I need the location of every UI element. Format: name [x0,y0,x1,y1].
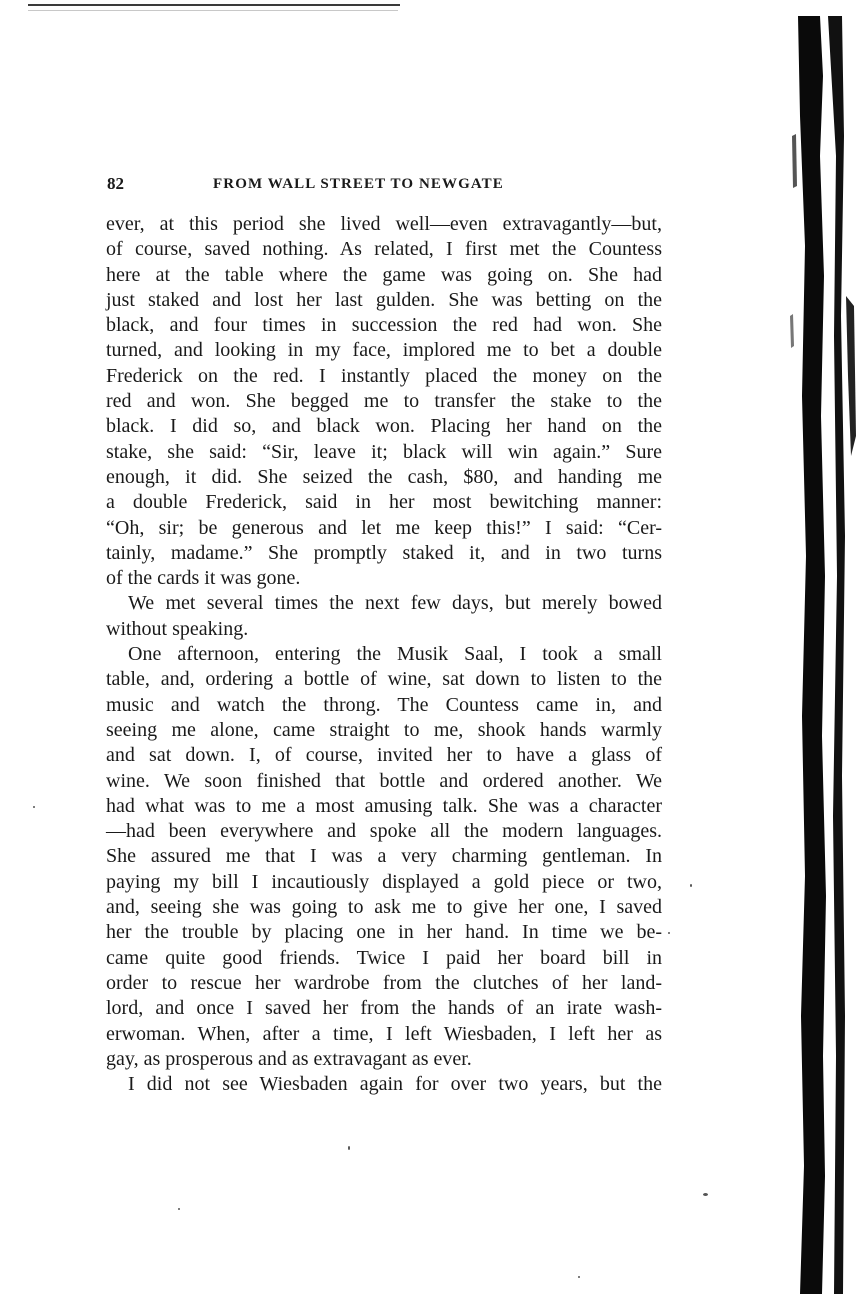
text-line: —had been everywhere and spoke all the modern languages. [106,820,662,843]
text-line: “Oh, sir; be generous and let me keep this!” I said: “Cer- [106,516,662,539]
text-line: and, seeing she was going to ask me to give her one, I saved [106,896,662,919]
text-line: paying my bill I incautiously displayed a gold piece or two, [106,870,662,893]
text-line: enough, it did. She seized the cash, $80, and handing me [106,465,662,488]
text-line: wine. We soon finished that bottle and ordered another. We [106,769,662,792]
text-line: red and won. She begged me to transfer the stake to the [106,390,662,413]
text-line: came quite good friends. Twice I paid her board bill in [106,946,662,969]
body-text [106,212,662,1097]
text-line: without speaking. [106,617,249,640]
text-line: table, and, ordering a bottle of wine, sat down to listen to the [106,668,662,691]
text-line: order to rescue her wardrobe from the clutches of her land- [106,971,662,994]
running-title: FROM WALL STREET TO NEWGATE [213,175,504,192]
paragraph-start-line: I did not see Wiesbaden again for over two years, but the [128,1073,662,1096]
page-number: 82 [107,174,124,193]
text-line: seeing me alone, came straight to me, shook hands warmly [106,718,662,741]
text-line: Frederick on the red. I instantly placed the money on the [106,364,662,387]
text-line: had what was to me a most amusing talk. She was a character [106,794,662,817]
text-line: of course, saved nothing. As related, I first met the Countess [106,238,662,261]
text-line: stake, she said: “Sir, leave it; black will win again.” Sure [106,440,662,463]
text-line: black. I did so, and black won. Placing her hand on the [106,415,662,438]
book-binding-shadow [790,16,860,1294]
text-line: and sat down. I, of course, invited her to have a glass of [106,744,662,767]
text-line: just staked and lost her last gulden. She was betting on the [106,288,662,311]
running-head [107,172,663,196]
text-line: lord, and once I saved her from the hands of an irate wash- [106,997,662,1020]
text-line: She assured me that I was a very charming gentleman. In [106,845,662,868]
text-line: a double Frederick, said in her most bewitching manner: [106,491,662,514]
text-line: gay, as prosperous and as extravagant as ever. [106,1047,472,1070]
text-line: black, and four times in succession the red had won. She [106,314,662,337]
paragraph-start-line: We met several times the next few days, but merely bowed [128,592,662,615]
text-line: music and watch the throng. The Countess came in, and [106,693,662,716]
text-line: her the trouble by placing one in her hand. In time we be- [106,921,662,944]
paragraph-start-line: One afternoon, entering the Musik Saal, I took a small [128,643,662,666]
text-line: of the cards it was gone. [106,567,301,590]
text-line: tainly, madame.” She promptly staked it, and in two turns [106,541,662,564]
text-line: ever, at this period she lived well—even extravagantly—but, [106,213,662,235]
text-line: here at the table where the game was going on. She had [106,263,662,286]
top-edge-rule-faint [28,10,398,11]
text-line: erwoman. When, after a time, I left Wiesbaden, I left her as [106,1022,662,1045]
top-edge-rule [28,4,400,6]
text-line: turned, and looking in my face, implored me to bet a double [106,339,662,362]
